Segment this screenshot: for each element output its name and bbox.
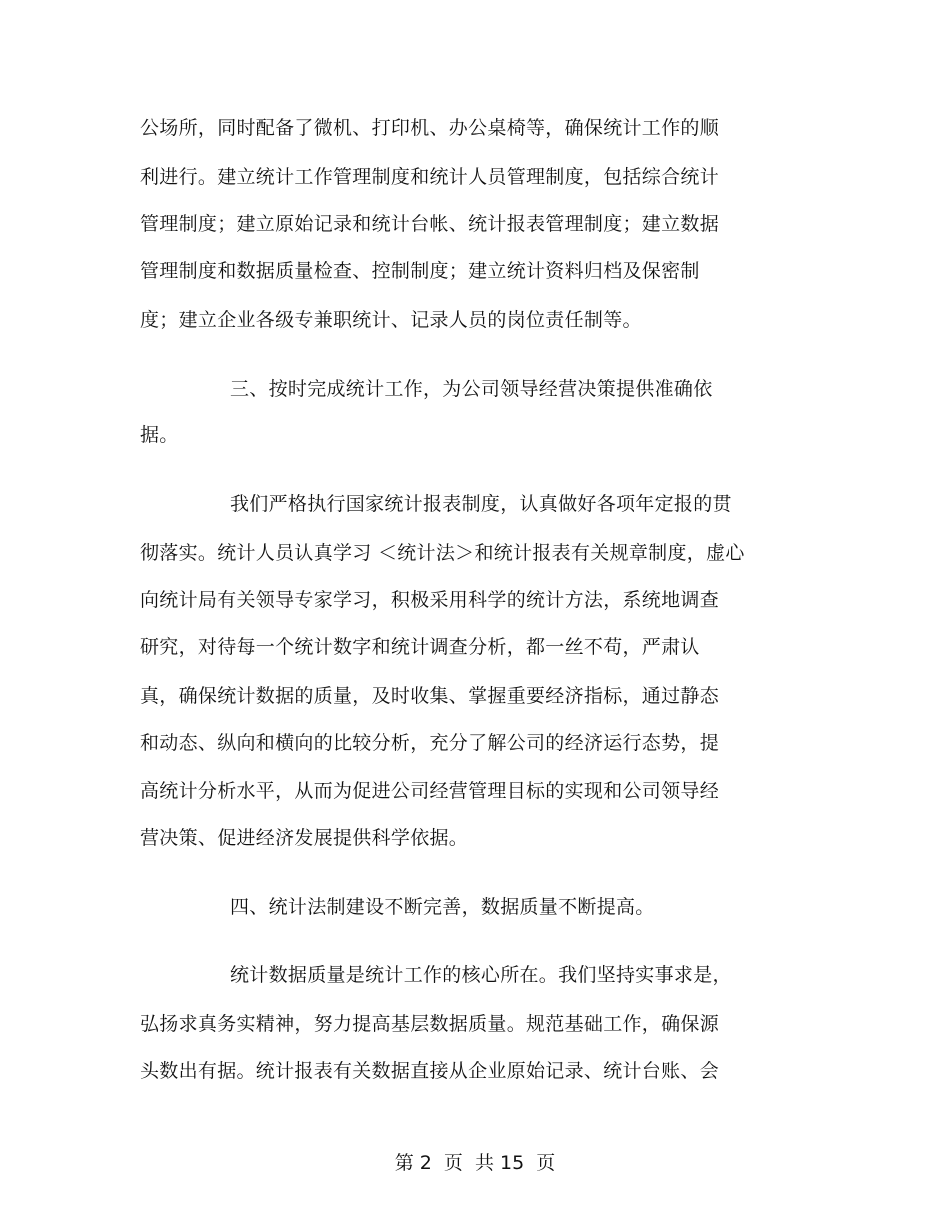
text-line: 研究，对待每一个统计数字和统计调查分析，都一丝不苟，严肃认 xyxy=(140,636,700,658)
text-line: 向统计局有关领导专家学习，积极采用科学的统计方法，系统地调查 xyxy=(140,589,720,611)
text-line: 管理制度；建立原始记录和统计台帐、统计报表管理制度；建立数据 xyxy=(140,213,720,235)
text-line: 彻落实。统计人员认真学习 ＜统计法＞和统计报表有关规章制度，虚心 xyxy=(140,542,745,564)
text-line: 管理制度和数据质量检查、控制制度；建立统计资料归档及保密制 xyxy=(140,260,700,282)
text-line: 我们严格执行国家统计报表制度，认真做好各项年定报的贯 xyxy=(230,493,732,515)
text-line: 真，确保统计数据的质量，及时收集、掌握重要经济指标，通过静态 xyxy=(140,685,720,707)
text-line: 公场所，同时配备了微机、打印机、办公桌椅等，确保统计工作的顺 xyxy=(140,117,720,139)
page-footer: 第 2 页 共 15 页 xyxy=(394,1152,556,1174)
text-line: 高统计分析水平，从而为促进公司经营管理目标的实现和公司领导经 xyxy=(140,780,720,802)
text-line: 和动态、纵向和横向的比较分析，充分了解公司的经济运行态势，提 xyxy=(140,732,720,754)
text-line: 据。 xyxy=(140,424,179,446)
text-line: 度；建立企业各级专兼职统计、记录人员的岗位责任制等。 xyxy=(140,309,642,331)
section-heading: 四、统计法制建设不断完善，数据质量不断提高。 xyxy=(230,896,655,918)
section-heading: 三、按时完成统计工作，为公司领导经营决策提供准确依 xyxy=(230,378,713,400)
text-line: 统计数据质量是统计工作的核心所在。我们坚持实事求是， xyxy=(230,964,732,986)
text-line: 头数出有据。统计报表有关数据直接从企业原始记录、统计台账、会 xyxy=(140,1060,720,1082)
text-line: 营决策、促进经济发展提供科学依据。 xyxy=(140,827,469,849)
text-line: 弘扬求真务实精神，努力提高基层数据质量。规范基础工作，确保源 xyxy=(140,1013,720,1035)
text-line: 利进行。建立统计工作管理制度和统计人员管理制度，包括综合统计 xyxy=(140,166,720,188)
